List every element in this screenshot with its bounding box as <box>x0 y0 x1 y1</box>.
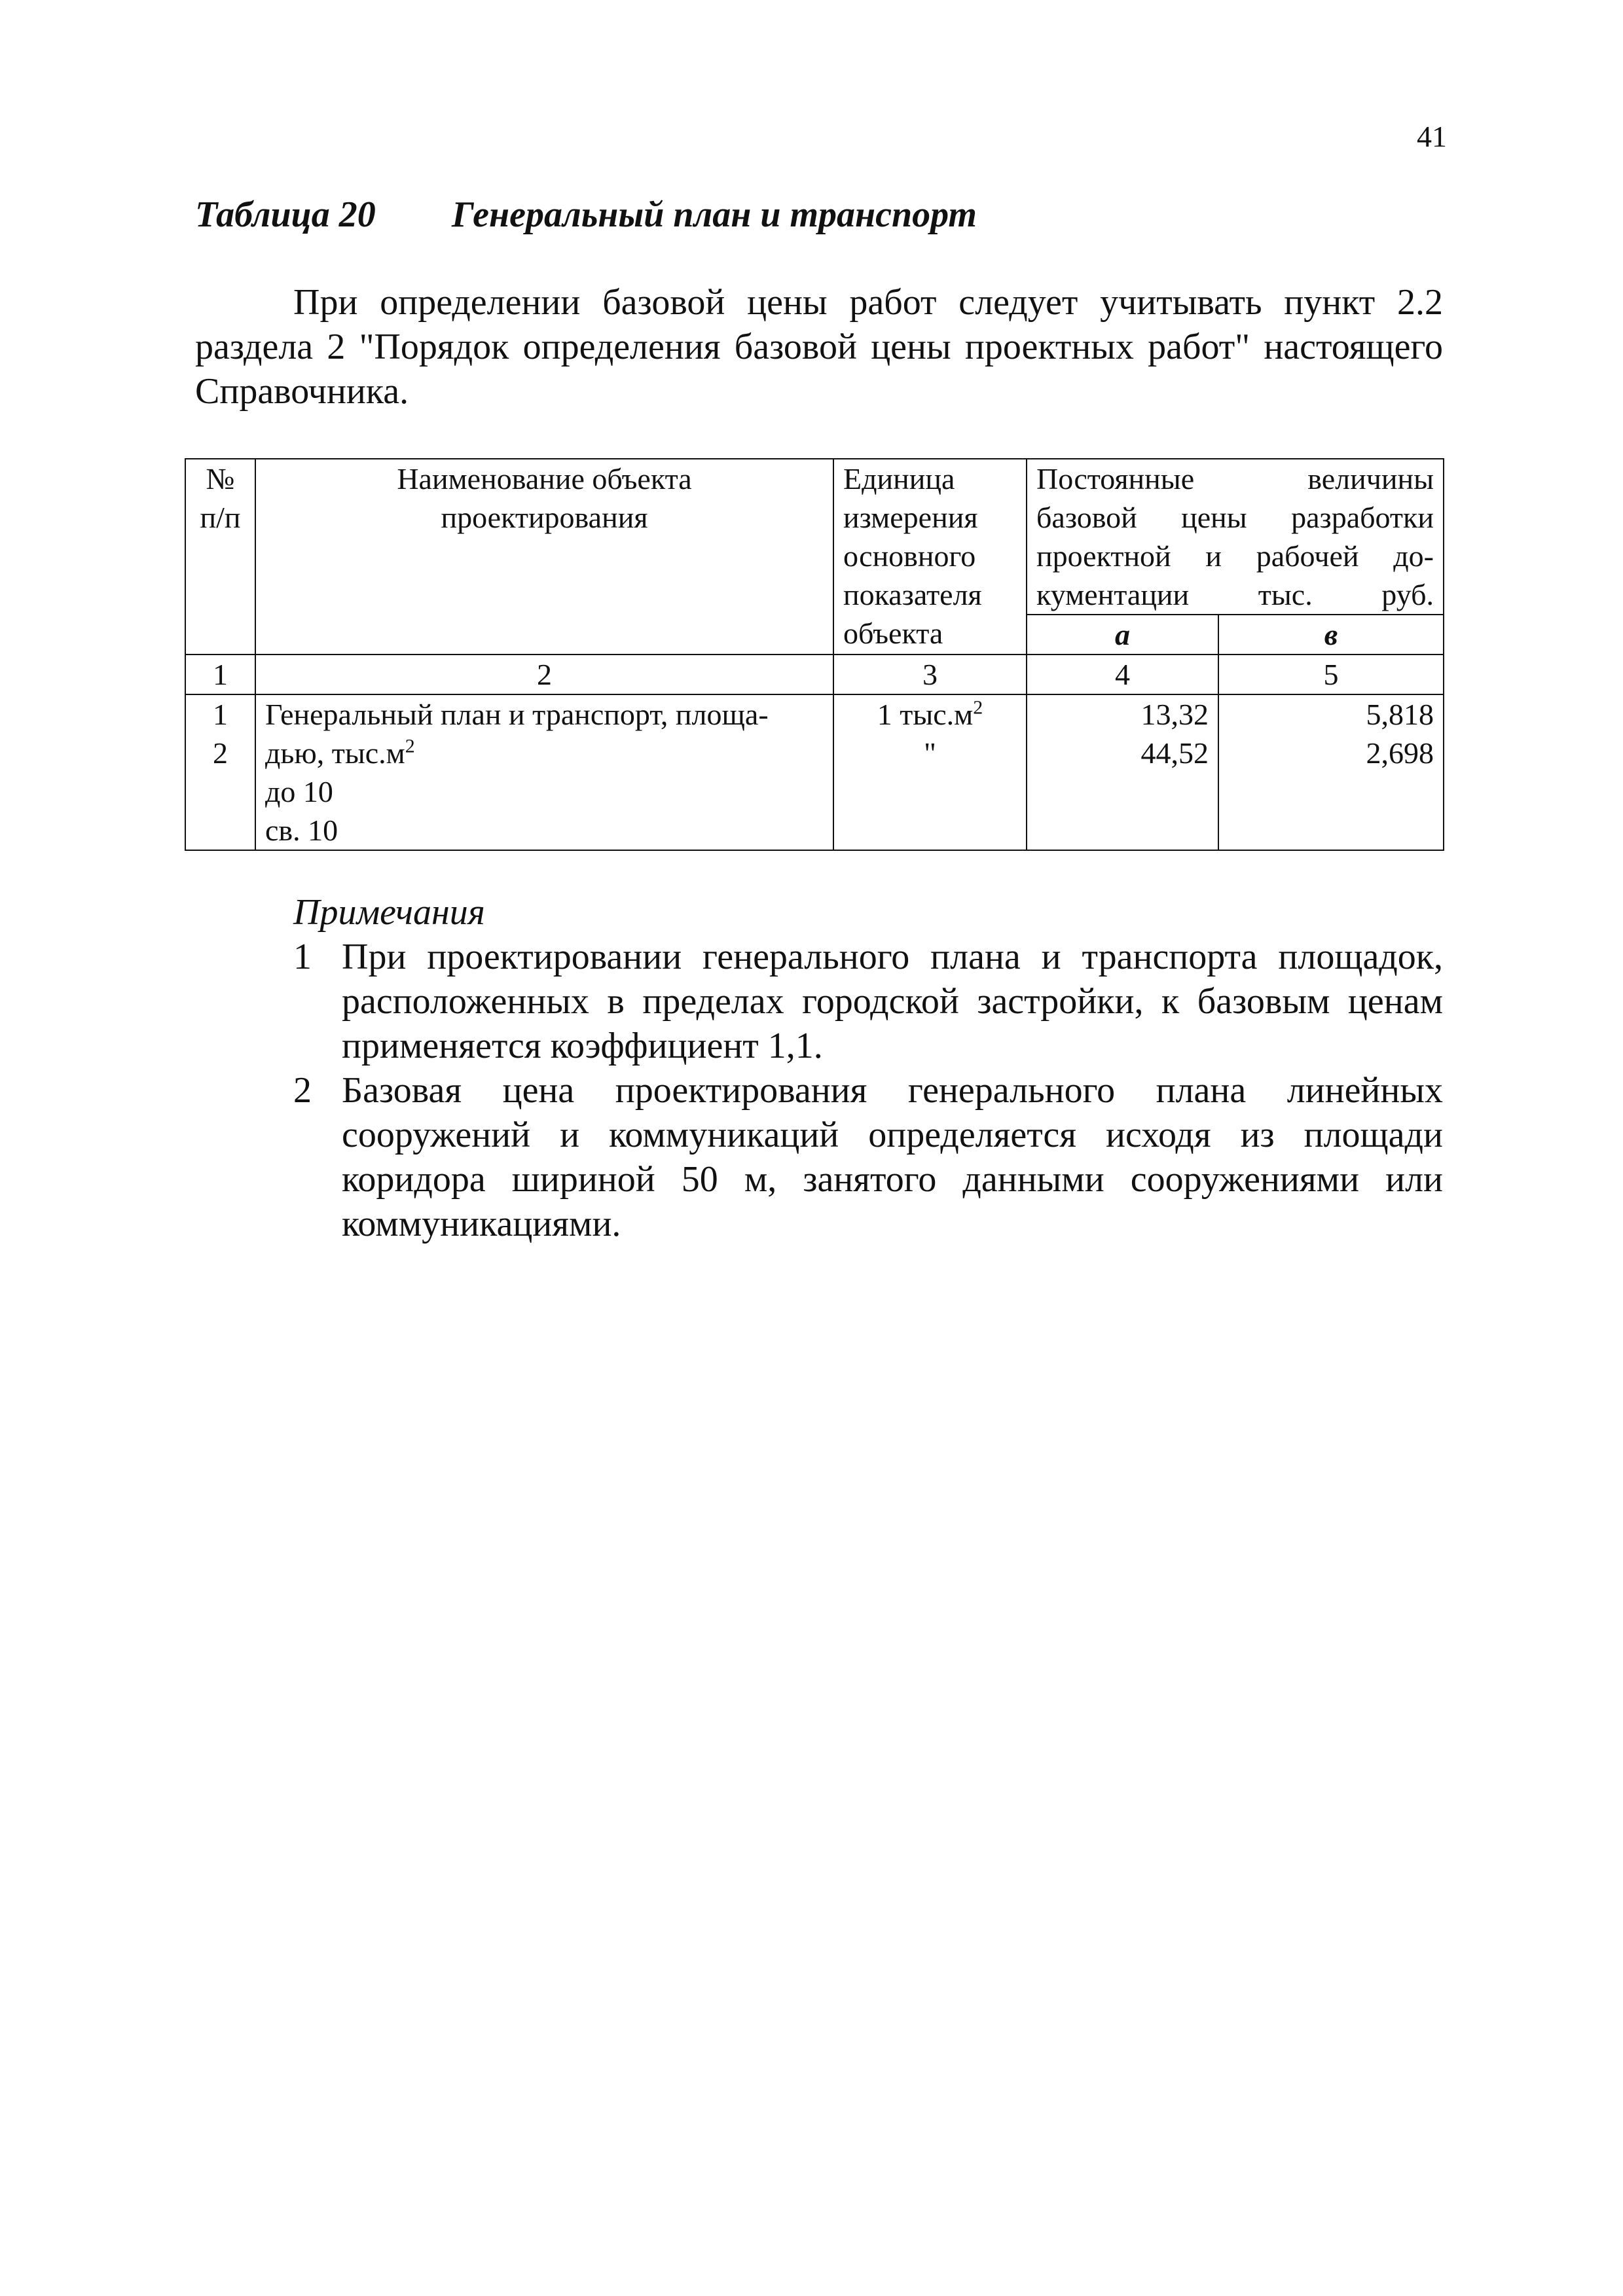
table-body-row <box>185 694 1444 850</box>
header-values-line: проектной и рабочей до- <box>1036 539 1434 573</box>
header-unit <box>833 459 1027 655</box>
table-number: Таблица 20 <box>195 194 376 235</box>
table-title <box>195 194 977 236</box>
header-name <box>255 459 833 655</box>
subheader-a: а <box>1027 615 1218 655</box>
note-text: Базовая цена проектирования генерального плана линейных сооружений и коммуникаций определяется исходя из площади коридора шириной 50 м, занятого данными сооружениями или коммуникациями. <box>342 1070 1443 1244</box>
price-table <box>185 458 1444 851</box>
row-name: св. 10 <box>265 814 338 847</box>
row-value-b: 5,818 <box>1366 698 1434 731</box>
row-units <box>833 694 1027 850</box>
header-values-line: кументации тыс. руб. <box>1036 578 1434 611</box>
note-item <box>293 1068 1443 1246</box>
header-unit-line: основного <box>843 539 976 573</box>
header-unit-line: объекта <box>843 617 943 650</box>
column-number: 3 <box>833 655 1027 694</box>
note-item <box>293 935 1443 1068</box>
header-num-line: п/п <box>200 501 241 534</box>
group-label-line: Генеральный план и транспорт, площа- <box>265 698 769 731</box>
intro-text: При определении базовой цены работ следует учитывать пункт 2.2 раздела 2 "Порядок определения базовой цены проектных работ" настоящего Справочника. <box>195 282 1443 412</box>
header-name-line: проектирования <box>441 501 648 534</box>
notes-title: Примечания <box>293 892 485 933</box>
column-number-row <box>185 655 1444 694</box>
header-unit-line: измерения <box>843 501 978 534</box>
row-names <box>255 694 833 850</box>
row-value-a: 13,32 <box>1140 698 1209 731</box>
intro-paragraph <box>195 280 1443 414</box>
header-unit-line: Единица <box>843 462 955 495</box>
row-values-a <box>1027 694 1218 850</box>
column-number: 5 <box>1218 655 1444 694</box>
header-unit-line: показателя <box>843 578 982 611</box>
row-value-a: 44,52 <box>1140 736 1209 770</box>
column-number: 1 <box>185 655 255 694</box>
note-text: При проектировании генерального плана и транспорта площадок, расположенных в пределах городской застройки, к базовым ценам применяется коэффициент 1,1. <box>342 937 1443 1066</box>
row-num: 1 <box>213 698 228 731</box>
header-values-line: базовой цены разработки <box>1036 501 1434 534</box>
note-number: 2 <box>293 1070 312 1111</box>
header-num-line: № <box>206 462 235 495</box>
note-number: 1 <box>293 937 312 977</box>
header-row <box>185 459 1444 615</box>
header-values-line: Постоянные величины <box>1036 462 1434 495</box>
page-number: 41 <box>1417 120 1447 153</box>
subheader-b: в <box>1218 615 1444 655</box>
column-number: 4 <box>1027 655 1218 694</box>
row-numbers <box>185 694 255 850</box>
header-name-line: Наименование объекта <box>397 462 692 495</box>
header-num <box>185 459 255 655</box>
notes-section <box>195 890 1443 1246</box>
column-number: 2 <box>255 655 833 694</box>
row-num: 2 <box>213 736 228 770</box>
row-value-b: 2,698 <box>1366 736 1434 770</box>
group-label-line: дью, $тыс.м^2$ <box>265 735 415 770</box>
row-unit: " <box>924 736 936 770</box>
row-unit: 1 $тыс.м^2$ <box>877 696 983 731</box>
header-values <box>1027 459 1444 615</box>
table-caption: Генеральный план и транспорт <box>452 194 977 235</box>
row-name: до 10 <box>265 775 333 808</box>
row-values-b <box>1218 694 1444 850</box>
